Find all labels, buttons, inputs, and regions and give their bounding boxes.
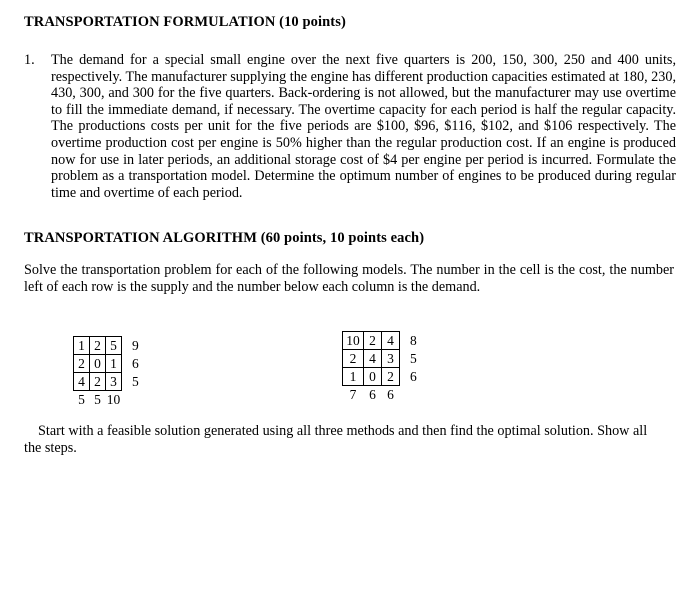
cost-cell: 2 (74, 355, 90, 373)
transportation-table-1 (73, 336, 140, 408)
table-row (343, 350, 418, 368)
demand-value: 5 (78, 392, 85, 407)
cost-cell: 2 (343, 350, 364, 368)
demand-value: 7 (349, 387, 357, 402)
cost-cell: 3 (382, 350, 400, 368)
demand-row (74, 391, 140, 409)
cost-cell: 3 (106, 373, 122, 391)
instructions-paragraph: Solve the transportation problem for each of the following models. The number in the cell is the cost, the number left of each row is the supply and the number below each column is the demand. (24, 262, 674, 295)
supply-value: 6 (132, 356, 139, 371)
demand-value: 6 (387, 387, 394, 402)
cost-cell: 4 (74, 373, 90, 391)
demand-value: 6 (369, 387, 376, 402)
cost-cell: 2 (364, 332, 382, 350)
cost-cell: 1 (74, 337, 90, 355)
cost-cell: 1 (343, 368, 364, 386)
table-row (74, 337, 140, 355)
problem-1 (24, 52, 676, 201)
problem-number: 1. (24, 52, 35, 68)
problem-text: The demand for a special small engine over the next five quarters is 200, 150, 300, 250 and 400 units, respectively. The manufacturer supplying the engine has different production capacities estimated at 180, 230, 430, 300, and 300 for the five quarters. Back-ordering is not allowed, but the manufacturer may use overtime to fill the immediate demand, if necessary. The overtime capacity for each period is half the regular capacity. The productions costs per unit for the five periods are $100, $96, $116, $102, and $106 respectively. The overtime production cost per engine is 50% higher than the regular production cost. If an engine is produced now for use in later periods, an additional storage cost of $4 per engine per period is incurred. Formulate the problem as a transportation model. Determine the optimum number of engines to be produced during regular time and overtime of each period. (51, 52, 676, 201)
section-heading-algorithm: TRANSPORTATION ALGORITHM (60 points, 10 points each) (24, 230, 425, 246)
table-row (74, 355, 140, 373)
section-heading-formulation: TRANSPORTATION FORMULATION (10 points) (24, 14, 346, 30)
demand-row (343, 386, 418, 404)
demand-value: 10 (106, 392, 121, 407)
cost-cell: 2 (382, 368, 400, 386)
table-row (343, 332, 418, 350)
cost-cell: 2 (90, 337, 106, 355)
closing-text: Start with a feasible solution generated using all three methods and then find the optimal solution. Show all the steps. (24, 423, 648, 456)
supply-value: 6 (410, 369, 417, 384)
supply-value: 5 (410, 351, 417, 366)
transportation-table-2 (342, 331, 418, 403)
cost-cell: 0 (364, 368, 382, 386)
closing-instructions (24, 423, 664, 456)
table-row (343, 368, 418, 386)
cost-cell: 5 (106, 337, 122, 355)
cost-cell: 10 (343, 332, 364, 350)
cost-cell: 2 (90, 373, 106, 391)
supply-value: 5 (132, 374, 139, 389)
supply-value: 9 (132, 338, 139, 353)
cost-cell: 0 (90, 355, 106, 373)
cost-cell: 4 (382, 332, 400, 350)
cost-cell: 1 (106, 355, 122, 373)
table-row (74, 373, 140, 391)
supply-value: 8 (410, 333, 417, 348)
cost-cell: 4 (364, 350, 382, 368)
demand-value: 5 (94, 392, 101, 407)
